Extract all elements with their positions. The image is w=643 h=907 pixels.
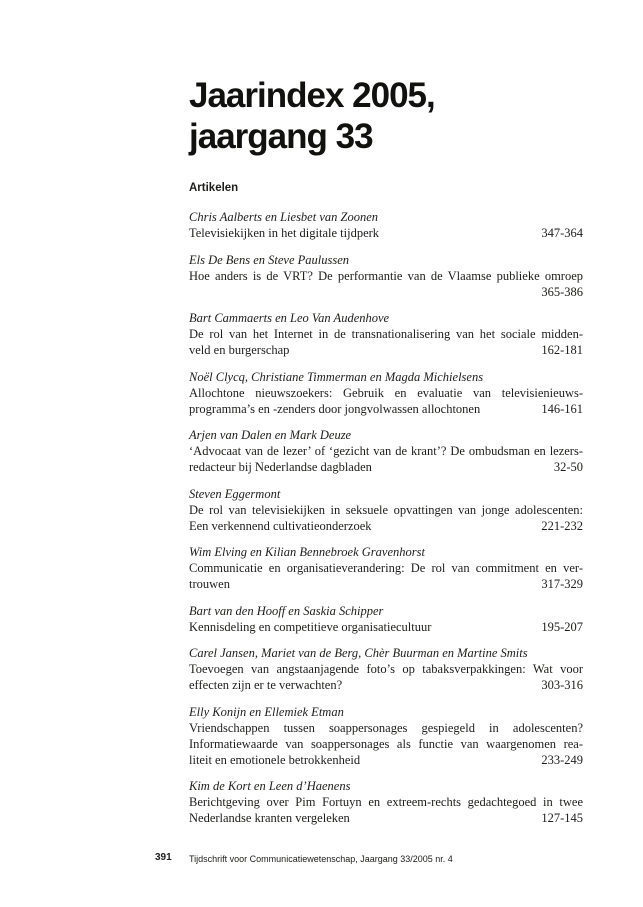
article-entry xyxy=(189,704,583,768)
entry-title-line: Vriendschappen tussen soappersonages gespiegeld in adolescenten? xyxy=(189,720,583,735)
article-entry xyxy=(189,486,583,534)
entry-title-line: De rol van televisiekijken in seksuele opvattingen van jonge adolescenten: xyxy=(189,502,583,517)
article-entry xyxy=(189,544,583,592)
entry-title-text: liteit en emotionele betrokkenheid xyxy=(189,752,361,767)
page-title xyxy=(189,75,583,157)
entry-page-range: 365-386 xyxy=(541,284,583,299)
entry-page-range: 195-207 xyxy=(541,619,583,634)
entry-page-range: 317-329 xyxy=(541,577,583,591)
entry-authors: Noël Clycq, Christiane Timmerman en Magda Michielsens xyxy=(189,369,484,384)
entry-title-line: Allochtone nieuwszoekers: Gebruik en evaluatie van televisienieuws- xyxy=(189,385,583,400)
entry-title-text: Televisiekijken in het digitale tijdperk xyxy=(189,226,380,240)
entry-title-line: Berichtgeving over Pim Fortuyn en extreem-rechts gedachtegoed in twee xyxy=(189,795,583,809)
entry-lines xyxy=(189,225,583,241)
entry-page-range: 233-249 xyxy=(541,752,583,767)
page-number: 391 xyxy=(155,852,172,863)
entry-title-line xyxy=(189,619,583,635)
entry-title-line xyxy=(189,284,583,300)
entry-authors: Carel Jansen, Mariet van de Berg, Chèr Buurman en Martine Smits xyxy=(189,646,528,660)
entry-title-line: Informatiewaarde van soappersonages als functie van waargenomen rea- xyxy=(189,736,583,751)
article-entry xyxy=(189,778,583,826)
entry-authors: Bart Cammaerts en Leo Van Audenhove xyxy=(189,311,390,325)
entry-title-text: programma’s en -zenders door jongvolwassen allochtonen xyxy=(189,401,481,416)
article-entry xyxy=(189,209,583,241)
page-footer xyxy=(0,852,643,866)
entry-title-line: Hoe anders is de VRT? De performantie van de Vlaamse publieke omroep xyxy=(189,268,583,283)
entry-title-line: Toevoegen van angstaanjagende foto’s op tabaksverpakkingen: Wat voor xyxy=(189,662,583,676)
entry-title-text: veld en burgerschap xyxy=(189,343,290,357)
entry-authors: Chris Aalberts en Liesbet van Zoonen xyxy=(189,210,379,224)
entry-authors: Els De Bens en Steve Paulussen xyxy=(189,252,350,267)
entry-page-range: 303-316 xyxy=(541,678,583,692)
entry-title-text: Nederlandse kranten vergeleken xyxy=(189,811,350,825)
entry-title-line xyxy=(189,576,583,592)
entry-title-line xyxy=(189,342,583,358)
entry-authors: Kim de Kort en Leen d’Haenens xyxy=(189,779,351,793)
entry-lines xyxy=(189,326,583,358)
entry-title-text: trouwen xyxy=(189,577,230,591)
entry-title-line: Communicatie en organisatieverandering: De rol van commitment en ver- xyxy=(189,561,583,575)
entry-title-line xyxy=(189,459,583,475)
article-entry xyxy=(189,427,583,475)
section-heading: Artikelen xyxy=(189,182,239,194)
entry-lines xyxy=(189,661,583,693)
entry-lines xyxy=(189,385,583,417)
entry-title-text: Een verkennend cultivatieonderzoek xyxy=(189,518,372,533)
entry-page-range: 146-161 xyxy=(541,401,583,416)
entry-title-line xyxy=(189,752,583,768)
entry-title-line xyxy=(189,401,583,417)
page-title-line-2: jaargang 33 xyxy=(189,117,373,156)
entry-page-range: 32-50 xyxy=(553,460,583,474)
entry-title-text: Kennisdeling en competitieve organisatiecultuur xyxy=(189,619,432,634)
article-entry xyxy=(189,603,583,635)
entry-title-line: ‘Advocaat van de lezer’ of ‘gezicht van de krant’? De ombudsman en lezers- xyxy=(189,444,583,458)
article-list xyxy=(189,209,583,826)
entry-page-range: 347-364 xyxy=(541,226,583,240)
entry-lines xyxy=(189,720,583,768)
entry-lines xyxy=(189,502,583,534)
entry-authors: Bart van den Hooff en Saskia Schipper xyxy=(189,603,384,618)
entry-title-line xyxy=(189,518,583,534)
page-content xyxy=(189,0,583,826)
entry-lines xyxy=(189,268,583,300)
entry-title-line xyxy=(189,225,583,241)
article-entry xyxy=(189,645,583,693)
entry-lines xyxy=(189,560,583,592)
entry-title-text: redacteur bij Nederlandse dagbladen xyxy=(189,460,372,474)
article-entry xyxy=(189,252,583,300)
article-entry xyxy=(189,369,583,417)
entry-lines xyxy=(189,794,583,826)
entry-title-line: De rol van het Internet in de transnationalisering van het sociale midden- xyxy=(189,327,583,341)
entry-title-line xyxy=(189,810,583,826)
entry-authors: Steven Eggermont xyxy=(189,486,281,501)
entry-page-range: 162-181 xyxy=(541,343,583,357)
entry-authors: Arjen van Dalen en Mark Deuze xyxy=(189,428,352,442)
entry-page-range: 127-145 xyxy=(541,811,583,825)
article-entry xyxy=(189,310,583,358)
journal-title-line: Tijdschrift voor Communicatiewetenschap, Jaargang 33/2005 nr. 4 xyxy=(189,854,453,864)
entry-page-range: 221-232 xyxy=(541,518,583,533)
entry-authors: Wim Elving en Kilian Bennebroek Gravenhorst xyxy=(189,545,425,559)
entry-title-line xyxy=(189,677,583,693)
entry-lines xyxy=(189,443,583,475)
entry-lines xyxy=(189,619,583,635)
entry-title-text: effecten zijn er te verwachten? xyxy=(189,678,343,692)
page-title-line-1: Jaarindex 2005, xyxy=(189,76,435,115)
entry-authors: Elly Konijn en Ellemiek Etman xyxy=(189,704,344,719)
